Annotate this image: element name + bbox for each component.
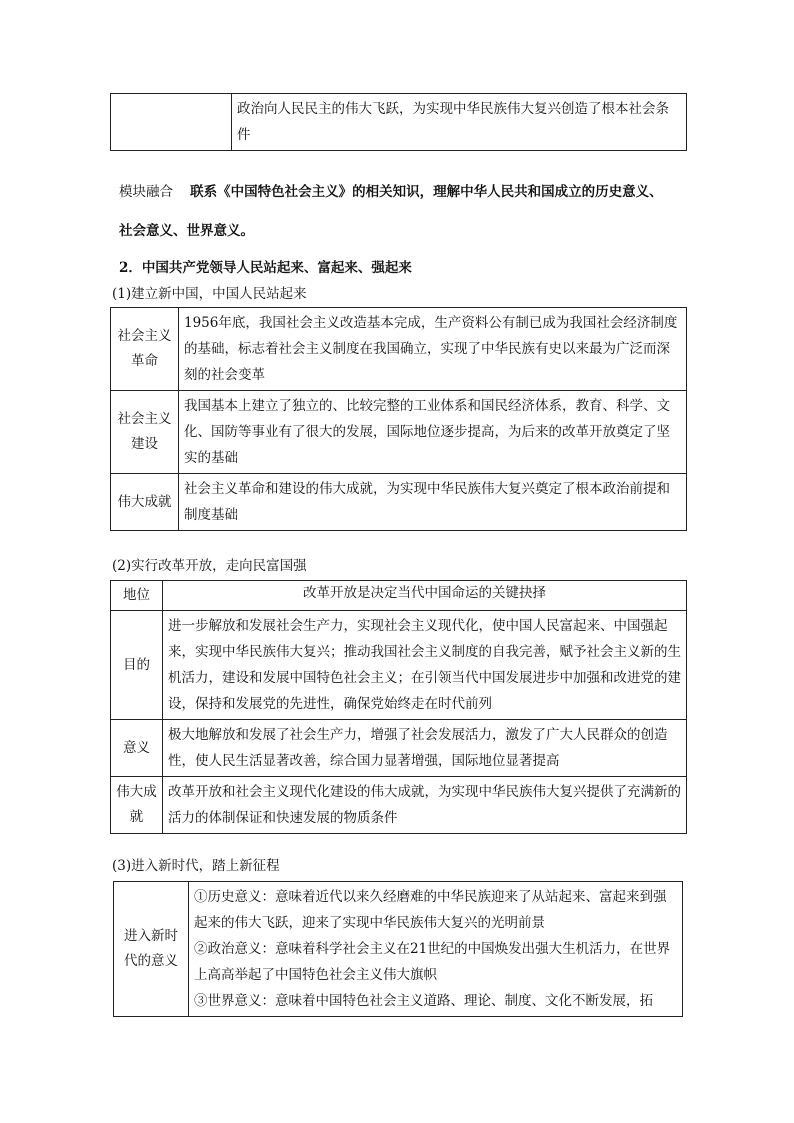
row-label: 社会主义建设 xyxy=(111,391,179,474)
list-item: ①历史意义：意味着近代以来久经磨难的中华民族迎来了从站起来、富起来到强起来的伟大飞跃，迎来了实现中华民族伟大复兴的光明前景 xyxy=(194,889,667,931)
table-row xyxy=(111,720,687,777)
table-row xyxy=(111,391,687,474)
row-text: 进一步解放和发展社会生产力，实现社会主义现代化，使中国人民富起来、中国强起来，实现中华民族伟大复兴；推动我国社会主义制度的自我完善，赋予社会主义新的生机活力，建设和发展中国特色社会主义；在引领当代中国发展进步中加强和改进党的建设，保持和发展党的先进性，确保党始终走在时代前列 xyxy=(163,611,687,720)
table-row xyxy=(111,474,687,531)
table-row xyxy=(111,581,687,611)
row-label: 伟大成就 xyxy=(111,777,163,834)
table-reform xyxy=(110,580,687,834)
row-text: 1956年底，我国社会主义改造基本完成，生产资料公有制已成为我国社会经济制度的基础，标志着社会主义制度在我国确立，实现了中华民族有史以来最为广泛而深刻的社会变革 xyxy=(179,308,687,391)
row-text: 社会主义革命和建设的伟大成就，为实现中华民族伟大复兴奠定了根本政治前提和制度基础 xyxy=(179,474,687,531)
subsection-3-heading: (3)进入新时代，踏上新征程 xyxy=(112,858,280,874)
row-text: 极大地解放和发展了社会生产力，增强了社会发展活力，激发了广大人民群众的创造性，使人民生活显著改善，综合国力显著增强，国际地位显著提高 xyxy=(163,720,687,777)
table-row xyxy=(111,611,687,720)
table-row xyxy=(114,882,683,1017)
fusion-text-1: 联系《中国特色社会主义》的相关知识，理解中华人民共和国成立的历史意义、 xyxy=(190,184,663,200)
row-label: 社会主义革命 xyxy=(111,308,179,391)
row-label: 地位 xyxy=(111,581,163,611)
table-row xyxy=(111,94,687,151)
row-text: 我国基本上建立了独立的、比较完整的工业体系和国民经济体系，教育、科学、文化、国防等事业有了很大的发展，国际地位逐步提高，为后来的改革开放奠定了坚实的基础 xyxy=(179,391,687,474)
list-item: ②政治意义：意味着科学社会主义在21世纪的中国焕发出强大生机活力，在世界上高高举起了中国特色社会主义伟大旗帜 xyxy=(194,941,671,983)
row-text: 改革开放是决定当代中国命运的关键抉择 xyxy=(163,581,687,611)
fusion-line-1 xyxy=(119,180,663,200)
row-text: 改革开放和社会主义现代化建设的伟大成就，为实现中华民族伟大复兴提供了充满新的活力的体制保证和快速发展的物质条件 xyxy=(163,777,687,834)
subsection-1-heading: (1)建立新中国，中国人民站起来 xyxy=(112,286,307,302)
row-label: 意义 xyxy=(111,720,163,777)
list-item: ③世界意义：意味着中国特色社会主义道路、理论、制度、文化不断发展，拓 xyxy=(194,993,653,1009)
table-continued xyxy=(110,93,687,151)
fusion-line-2: 社会意义、世界意义。 xyxy=(119,223,254,239)
table-new-china xyxy=(110,307,687,531)
table-row xyxy=(111,777,687,834)
subsection-2-heading: (2)实行改革开放，走向民富国强 xyxy=(112,558,307,574)
fusion-tag: 模块融合 xyxy=(119,184,173,200)
table-row xyxy=(111,308,687,391)
table-new-era xyxy=(113,881,683,1017)
row-label: 进入新时代的意义 xyxy=(114,882,189,1017)
empty-cell xyxy=(111,94,232,151)
row-label: 伟大成就 xyxy=(111,474,179,531)
row-text xyxy=(189,882,683,1017)
table-cell-text: 政治向人民民主的伟大飞跃，为实现中华民族伟大复兴创造了根本社会条件 xyxy=(232,94,687,151)
section-heading: 2．中国共产党领导人民站起来、富起来、强起来 xyxy=(119,260,412,276)
row-label: 目的 xyxy=(111,611,163,720)
